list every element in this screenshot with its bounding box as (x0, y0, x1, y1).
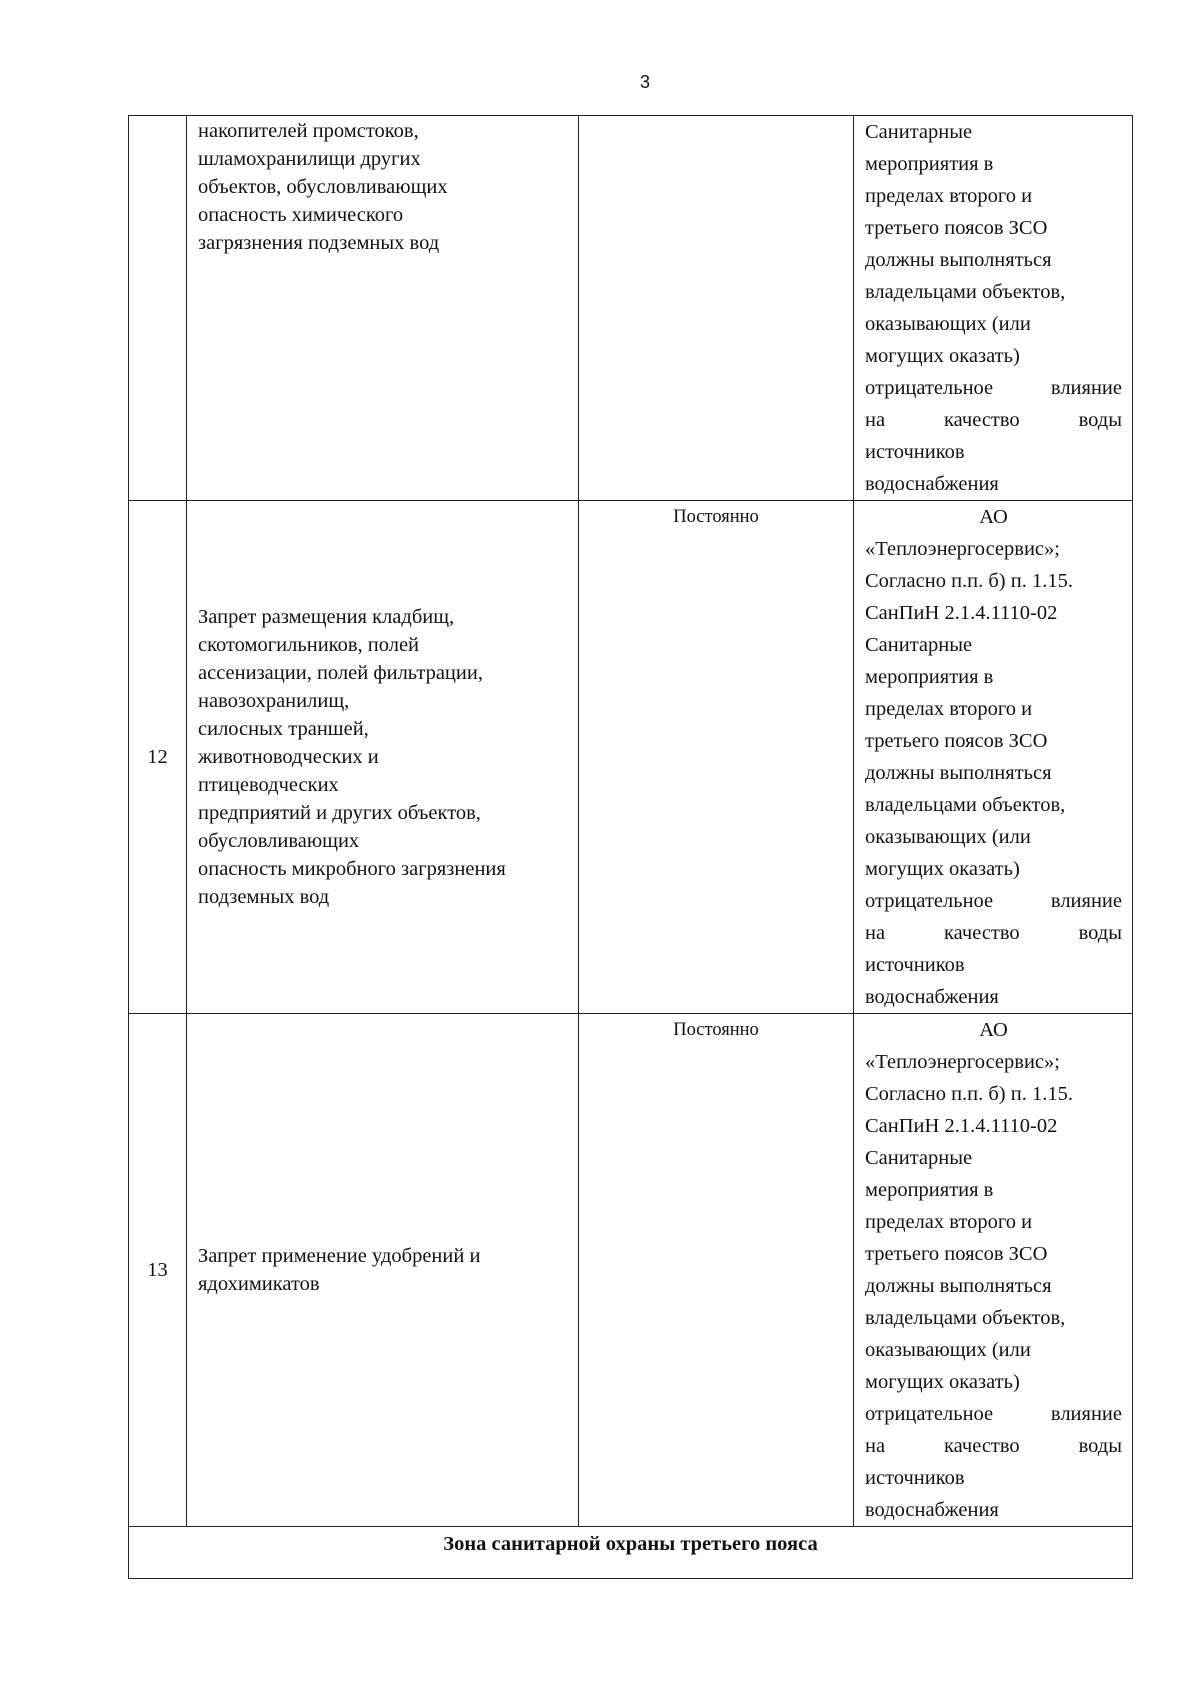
responsible-line: водоснабжения (865, 986, 999, 1008)
description-line: Запрет применение удобрений и (198, 1245, 481, 1267)
responsible-line: источников (865, 1467, 965, 1489)
responsible-line: должны выполняться (865, 249, 1052, 271)
word: отрицательное (865, 890, 994, 912)
period-cell (579, 116, 854, 501)
responsible-line-justified (865, 885, 1122, 917)
responsible-line: СанПиН 2.1.4.1110-02 (865, 602, 1058, 624)
responsible-line: владельцами объектов, (865, 1307, 1066, 1329)
row-number (129, 116, 187, 501)
responsible-line: могущих оказать) (865, 345, 1020, 367)
responsible-line: третьего поясов ЗСО (865, 730, 1048, 752)
word: качество (943, 1435, 1020, 1457)
word: на (865, 922, 886, 944)
responsible-line: СанПиН 2.1.4.1110-02 (865, 1115, 1058, 1137)
responsible-line: Санитарные (865, 121, 973, 143)
responsible-line-justified (865, 917, 1122, 949)
responsible-line: оказывающих (или (865, 1339, 1031, 1361)
measure-description (187, 501, 579, 1014)
measure-description (187, 116, 579, 501)
row-number: 13 (129, 1014, 187, 1527)
responsible-org-head: АО (979, 1019, 1008, 1041)
responsible-line: «Теплоэнергосервис»; (865, 538, 1060, 560)
word: воды (1078, 409, 1122, 431)
word: на (865, 409, 886, 431)
word: качество (943, 922, 1020, 944)
responsible-line: «Теплоэнергосервис»; (865, 1051, 1060, 1073)
responsible-cell (854, 116, 1133, 501)
responsible-cell (854, 1014, 1133, 1527)
description-line: опасность химического (198, 204, 404, 226)
description-line: Запрет размещения кладбищ, (198, 606, 455, 628)
description-line: животноводческих и (198, 746, 379, 768)
description-line: ассенизации, полей фильтрации, (198, 662, 483, 684)
description-line: накопителей промстоков, (198, 120, 419, 142)
responsible-line: третьего поясов ЗСО (865, 217, 1048, 239)
table-row (129, 501, 1133, 1014)
description-line: загрязнения подземных вод (198, 232, 440, 254)
description-line: птицеводческих (198, 774, 339, 796)
word: воды (1078, 922, 1122, 944)
responsible-line-justified (865, 1430, 1122, 1462)
word: влияние (1050, 1403, 1122, 1425)
description-line: силосных траншей, (198, 718, 369, 740)
word: влияние (1050, 890, 1122, 912)
description-line: ядохимикатов (198, 1273, 320, 1295)
responsible-line: должны выполняться (865, 762, 1052, 784)
responsible-line: источников (865, 441, 965, 463)
description-line: скотомогильников, полей (198, 634, 420, 656)
zone-heading-row (129, 1527, 1133, 1579)
table-row (129, 1014, 1133, 1527)
word: воды (1078, 1435, 1122, 1457)
word: отрицательное (865, 377, 994, 399)
responsible-cell (854, 501, 1133, 1014)
responsible-line-justified (865, 372, 1122, 404)
word: качество (943, 409, 1020, 431)
responsible-line: должны выполняться (865, 1275, 1052, 1297)
row-number: 12 (129, 501, 187, 1014)
description-line: предприятий и других объектов, (198, 802, 481, 824)
zone-heading: Зона санитарной охраны третьего пояса (129, 1527, 1133, 1579)
responsible-org-head: АО (979, 506, 1008, 528)
responsible-line: владельцами объектов, (865, 794, 1066, 816)
responsible-line: водоснабжения (865, 473, 999, 495)
responsible-line: оказывающих (или (865, 826, 1031, 848)
responsible-line: третьего поясов ЗСО (865, 1243, 1048, 1265)
responsible-line: Санитарные (865, 1147, 973, 1169)
responsible-line-justified (865, 404, 1122, 436)
responsible-line: оказывающих (или (865, 313, 1031, 335)
responsible-line: водоснабжения (865, 1499, 999, 1521)
responsible-line: мероприятия в (865, 666, 994, 688)
word: на (865, 1435, 886, 1457)
period-cell: Постоянно (579, 1014, 854, 1527)
description-line: обусловливающих (198, 830, 360, 852)
responsible-line: Согласно п.п. б) п. 1.15. (865, 1083, 1073, 1105)
responsible-line: Согласно п.п. б) п. 1.15. (865, 570, 1073, 592)
responsible-line: Санитарные (865, 634, 973, 656)
responsible-line: могущих оказать) (865, 858, 1020, 880)
responsible-line: могущих оказать) (865, 1371, 1020, 1393)
responsible-line-justified (865, 1398, 1122, 1430)
responsible-line: мероприятия в (865, 153, 994, 175)
word: влияние (1050, 377, 1122, 399)
responsible-line: источников (865, 954, 965, 976)
description-line: шламохранилищи других (198, 148, 421, 170)
period-cell: Постоянно (579, 501, 854, 1014)
description-line: объектов, обусловливающих (198, 176, 448, 198)
page-number: 3 (639, 72, 650, 92)
responsible-line: мероприятия в (865, 1179, 994, 1201)
responsible-line: пределах второго и (865, 698, 1033, 720)
responsible-line: владельцами объектов, (865, 281, 1066, 303)
description-line: опасность микробного загрязнения (198, 858, 506, 880)
responsible-line: пределах второго и (865, 185, 1033, 207)
responsible-line: пределах второго и (865, 1211, 1033, 1233)
measures-table (128, 115, 1133, 1579)
word: отрицательное (865, 1403, 994, 1425)
table-row (129, 116, 1133, 501)
description-line: навозохранилищ, (198, 690, 350, 712)
description-line: подземных вод (198, 886, 330, 908)
measure-description (187, 1014, 579, 1527)
